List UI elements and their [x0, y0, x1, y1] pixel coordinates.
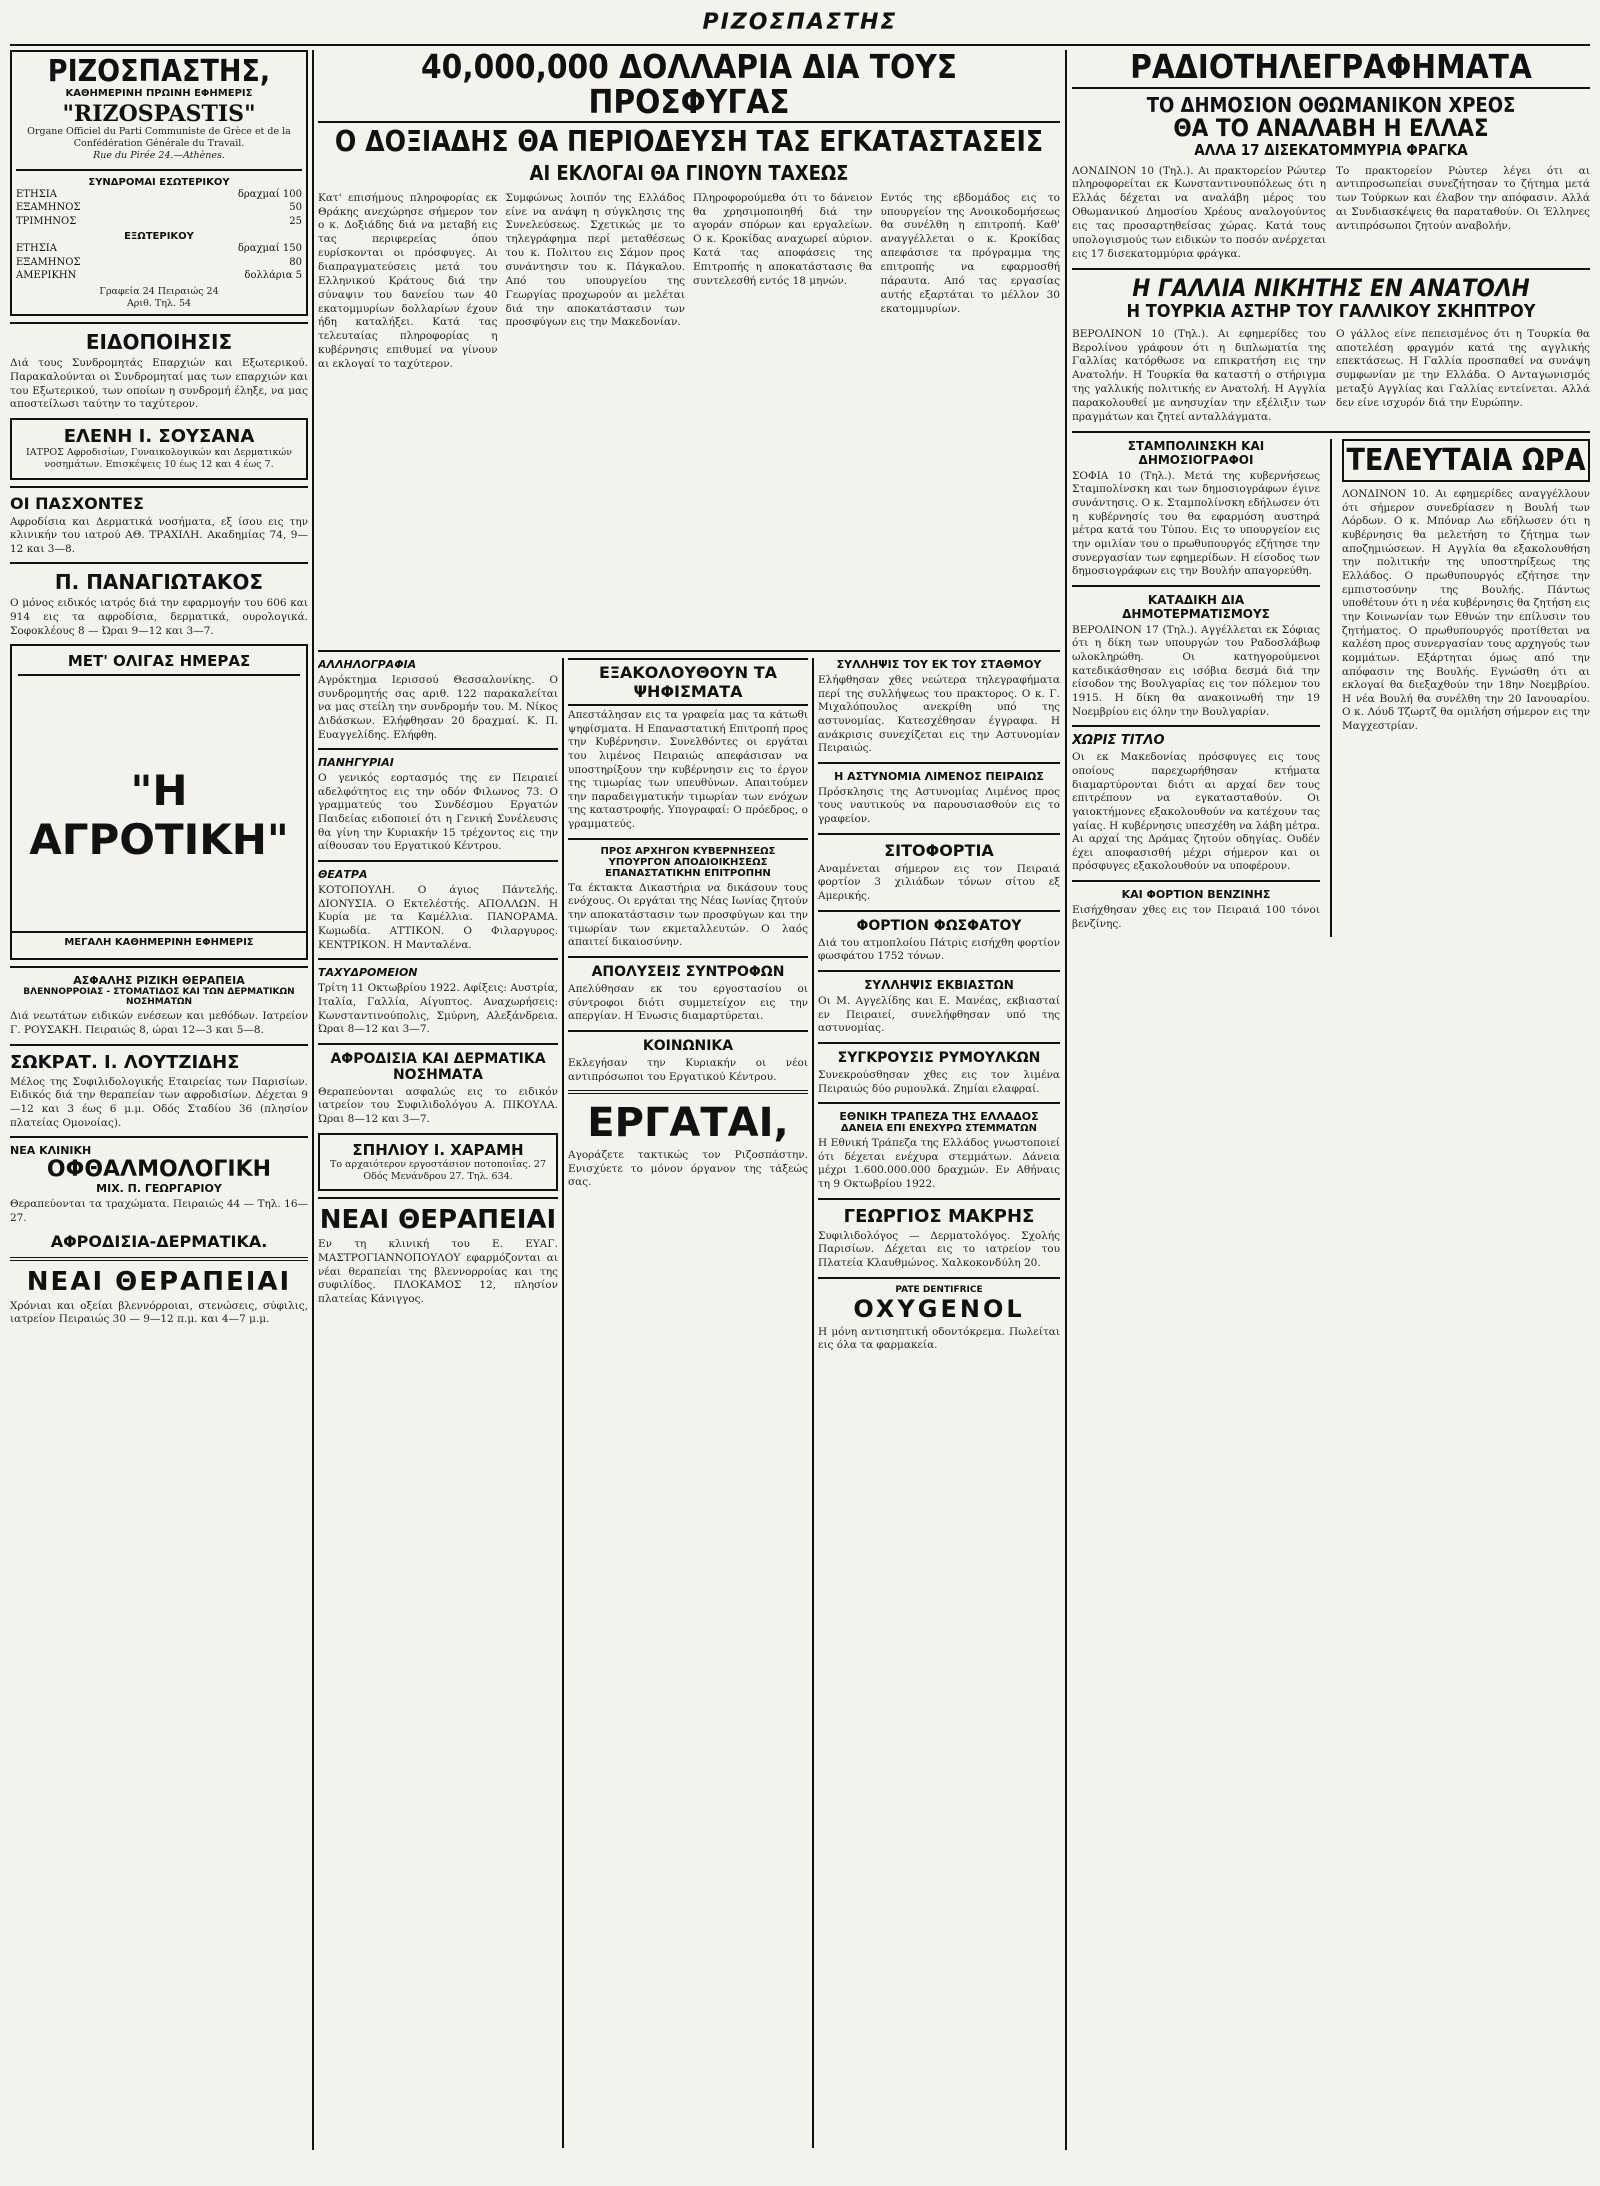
doctor-ad: [10, 418, 308, 480]
resolutions-text-2: Τα έκτακτα Δικαστήρια να δικάσουν τους ενόχους. Οι εργάται της Νέας Ιωνίας ζητούν την αποκατάστασιν των προσφύγων και την τιμωρίαν των εκμεταλλευτών. Ο λαός απαιτεί δικαιοσύνην.: [568, 881, 808, 949]
social-heading: ΚΟΙΝΩΝΙΚΑ: [642, 1037, 734, 1054]
radio-story: [1072, 165, 1590, 262]
news-heading: ΣΥΛΛΗΨΙΣ ΤΟΥ ΕΚ ΤΟΥ ΣΤΑΘΜΟΥ: [836, 658, 1042, 671]
bank-heading: ΕΘΝΙΚΗ ΤΡΑΠΕΖΑ ΤΗΣ ΕΛΛΑΔΟΣ: [839, 1110, 1039, 1124]
mid-center-column: [568, 658, 808, 2148]
theatres-heading: ΘΕΑΤΡΑ: [318, 868, 368, 882]
post-heading: ΤΑΧΥΔΡΟΜΕΙΟΝ: [318, 966, 418, 980]
product-text: Η μόνη αντισηπτική οδοντόκρεμα. Πωλείται εις όλα τα φαρμακεία.: [818, 1325, 1060, 1352]
news-text: Διά του ατμοπλοίου Πάτρις εισήχθη φορτίον φωσφάτου 1752 τόνων.: [818, 936, 1060, 963]
column-rule: [312, 50, 314, 2150]
masthead-title: ΡΙΖΟΣΠΑΣΤΗΣ: [702, 10, 898, 35]
sub-label: ΕΞΑΜΗΝΟΣ: [16, 202, 81, 214]
dismissals-heading: ΑΠΟΛΥΣΕΙΣ ΣΥΝΤΡΟΦΩΝ: [591, 963, 785, 980]
right-lower: [1072, 439, 1590, 938]
sub-label: ΤΡΙΜΗΝΟΣ: [16, 215, 77, 227]
masthead: [10, 10, 1590, 46]
right-lower-left: [1072, 439, 1320, 938]
ad-main: "Η ΑΓΡΟΤΙΚΗ": [29, 766, 289, 865]
doctor-name: ΣΩΚΡΑΤ. Ι. ΛΟΥΤΖΙΔΗΣ: [10, 1051, 240, 1073]
ad-top: ΜΕΤ' ΟΛΙΓΑΣ ΗΜΕΡΑΣ: [18, 652, 300, 676]
workers-heading: ΕΡΓΑΤΑΙ,: [587, 1100, 789, 1147]
resolutions-text: Απεστάλησαν εις τα γραφεία μας τα κάτωθι ψηφίσματα. Η Επαναστατική Επιτροπή προς την Κυβέρνησιν. Συνελθόντες οι εργάται του λιμένος Πειραιώς απεφάσισαν να υποστηρίξουν την κυβέρνησιν εις το έργον της τιμωρίας των υπευθύνων. Απαιτούμεν την παραδειγματικήν τιμωρίαν των ενόχων της καταστροφής. Υπογραφαί: Ο πρόεδρος, ο γραμματεύς.: [568, 709, 808, 831]
story-column: Πληροφορούμεθα ότι το δάνειον θα χρησιμοποιηθή διά την αγοράν σπόρων και εργαλείων. Ο κ. Κροκίδας αναχωρεί αύριον. Κατά τας αποφάσεις της Επιτροπής η αποκατάστασις θα συντελεσθή εντός 18 μηνών.: [693, 191, 873, 287]
therapy-heading: ΑΣΦΑΛΗΣ ΡΙΖΙΚΗ ΘΕΡΑΠΕΙΑ: [73, 974, 245, 988]
notices-text: Διά τους Συνδρομητάς Επαρχιών και Εξωτερικού. Παρακαλούνται οι Συνδρομηταί μας των επαρχιών και του Εξωτερικού, των οποίων η συνδρομή έληξε, να μας αποστείλωσι ταύτην το ταχύτερον.: [10, 357, 308, 411]
sub-label: ΕΤΗΣΙΑ: [16, 243, 57, 255]
clinic-doctor: ΜΙΧ. Π. ΓΕΩΡΓΑΡΙΟΥ: [96, 1182, 222, 1196]
sub-label: ΕΤΗΣΙΑ: [16, 188, 57, 200]
clinic-text: Θεραπεύονται τα τραχώματα. Πειραιώς 44 — Τηλ. 16—27.: [10, 1198, 308, 1224]
mid-left-column: [318, 658, 558, 2148]
derm-heading: ΑΦΡΟΔΙΣΙΑ-ΔΕΡΜΑΤΙΚΑ.: [50, 1231, 268, 1251]
story-column: Εντός της εβδομάδος εις το υπουργείον της Ανοικοδομήσεως θα συνέλθη η επιτροπή. Καθ' αναγγέλλεται ο κ. Κροκίδας απεφάσισε τα πρόγραμμα της επιτροπής να εφαρμοσθή πάραυτα. Από τας εργασίας αυτής εξαρτάται το μέλλον 30 εκατομμυρίων.: [880, 191, 1060, 315]
therapy-sub: ΒΛΕΝΝΟΡΡΟΙΑΣ - ΣΤΟΜΑΤΙΔΟΣ ΚΑΙ ΤΩΝ ΔΕΡΜΑΤΙΚΩΝ ΝΟΣΗΜΑΤΩΝ: [23, 987, 295, 1008]
nameplate: [10, 50, 308, 316]
left-column: [10, 50, 308, 2150]
story-column: Συμφώνως λοιπόν της Ελλάδος είνε να ανάψη η σύγκλησις της Συνελεύσεως. Σχετικώς με το τηλεγράφημα περί μεταθέσεως του κ. Πολιτου εις Σάμον προς συνάντησιν του κ. Πάγκαλου. Από του υπουργείου της Γεωργίας προχωρούν αι μελέται διά την αποκατάστασιν των προσφύγων εις την Μακεδονίαν.: [505, 191, 685, 329]
distillery-name: ΣΠΗΛΙΟΥ Ι. ΧΑΡΑΜΗ: [352, 1140, 524, 1159]
notices-heading: ΕΙΔΟΠΟΙΗΣΙΣ: [85, 330, 233, 355]
derm-ad-text: Θεραπεύονται ασφαλώς εις το ειδικόν ιατρείον του Συφιλιδολόγου Α. ΠΙΚΟΥΛΑ. Ώραι 8—12 και 3—7.: [318, 1085, 558, 1126]
last-hour-heading: ΤΕΛΕΥΤΑΙΑ ΩΡΑ: [1342, 439, 1590, 483]
divider: [318, 650, 1060, 652]
petrol-heading: ΚΑΙ ΦΟΡΤΙΟΝ ΒΕΝΖΙΝΗΣ: [1121, 888, 1271, 902]
doctor-name: ΕΛΕΝΗ Ι. ΣΟΥΣΑΝΑ: [63, 425, 255, 447]
doctor-text: Συφιλιδολόγος — Δερματολόγος. Σχολής Παρισίων. Δέχεται εις το ιατρείον του Πλατεία Κλαυθμώνος. Χαλκοκονδύλη 20.: [818, 1229, 1060, 1270]
product-tagline: PATE DENTIFRICE: [895, 1284, 983, 1295]
bank-subheading: ΔΑΝΕΙΑ ΕΠΙ ΕΝΕΧΥΡΩ ΣΤΕΜΜΑΤΩΝ: [840, 1123, 1038, 1135]
correspondence-text: Αγρόκτημα Ιερισσού Θεσσαλονίκης. Ο συνδρομητής σας αριθ. 122 παρακαλείται να μας στείλη την συνδρομήν του. Μ. Νίκος Διδάσκων. Ελήφθησαν 20 δραχμαί. Κ. Π. Ευαγγελίδης. Ελήφθη.: [318, 674, 558, 741]
untitled-text: Οι εκ Μακεδονίας πρόσφυγες εις τους οποίους παρεχωρήθησαν κτήματα διαμαρτύρονται διότι αι αρχαί δεν τους επιτρέπουν να εγκατασταθούν. Οι γαιοκτήμονες εξακολουθούν να κατέχουν τας γαίας. Η κυβέρνησις υπεσχέθη να λάβη μέτρα. Αι αρχαί της Δράμας ζητούν οδηγίας. Ουδέν έχει αποφασισθή μέχρι σήμερον και οι πρόσφυγες εξακολουθούν να υποφέρουν.: [1072, 751, 1321, 873]
radio-headline: ΡΑΔΙΟΤΗΛΕΓΡΑΦΗΜΑΤΑ: [1072, 50, 1590, 89]
nameplate-subtitle: ΚΑΘΗΜΕΡΙΝΗ ΠΡΩΙΝΗ ΕΦΗΜΕΡΙΣ: [65, 87, 253, 99]
column-rule: [562, 658, 564, 2148]
office-phone: Αριθ. Τηλ. 54: [126, 297, 192, 309]
sub-label: ΕΞΑΜΗΝΟΣ: [16, 256, 81, 268]
subheadline: ΑΙ ΕΚΛΟΓΑΙ ΘΑ ΓΙΝΟΥΝ ΤΑΧΕΩΣ: [529, 160, 849, 185]
bank-text: Η Εθνική Τράπεζα της Ελλάδος γνωστοποιεί ότι δέχεται ενέχυρα στεμμάτων. Δάνεια μέχρι 1.600.000.000 δραχμών. Εν Αθήναις τη 9 Οκτωβρίου 1922.: [818, 1137, 1060, 1191]
festivals-heading: ΠΑΝΗΓΥΡΙΑΙ: [318, 756, 394, 770]
france-subheadline: Η ΤΟΥΡΚΙΑ ΑΣΤΗΡ ΤΟΥ ΓΑΛΛΙΚΟΥ ΣΚΗΠΤΡΟΥ: [1126, 300, 1536, 322]
sick-heading: ΟΙ ΠΑΣΧΟΝΤΕΣ: [10, 493, 144, 513]
story-column: Το πρακτορείον Ρώυτερ λέγει ότι αι αντιπροσωπείαι συνεζήτησαν το ζήτημα μετά των Τούρκων και έλαβον την απόφασιν. Αλλά αι Συνδιασκέψεις θα παραταθούν. Οι Έλληνες αντιπρόσωποι ζητούν αναβολήν.: [1336, 164, 1590, 233]
stamb-text: ΣΟΦΙΑ 10 (Τηλ.). Μετά της κυβερνήσεως Σταμπολίνσκη και των δημοσιογράφων έγινε συνάντησις. Ο κ. Σταμπολίνσκη εδήλωσεν ότι η κυβέρνησίς του θα εφαρμόση αυστηρά μέτρα κατά του Τύπου. Εις το υπουργείον εις την ομιλίαν του ο πρωθυπουργός εζήτησε την συνεργασίαν των εφημερίδων. Η είσοδος των δημοσιογράφων εις την Βουλήν απαγορεύθη.: [1072, 469, 1320, 578]
subscriptions-ext-heading: ΕΞΩΤΕΡΙΚΟΥ: [124, 231, 194, 243]
doctor-text: ΙΑΤΡΟΣ Αφροδισίων, Γυναικολογικών και Δερματικών νοσημάτων. Επισκέψεις 10 έως 12 και 4 έως 7.: [26, 446, 292, 471]
clinic-heading: ΝΕΑ ΚΛΙΝΙΚΗ: [10, 1144, 92, 1158]
derm-ad-heading: ΑΦΡΟΔΙΣΙΑ ΚΑΙ ΔΕΡΜΑΤΙΚΑ ΝΟΣΗΜΑΤΑ: [330, 1050, 546, 1083]
news-text: Αναμένεται σήμερον εις τον Πειραιά φορτίον 3 χιλιάδων τόνων σίτου εξ Αμερικής.: [818, 862, 1060, 903]
resolutions-heading: ΕΞΑΚΟΛΟΥΘΟΥΝ ΤΑ ΨΗΦΙΣΜΑΤΑ: [568, 658, 808, 706]
new-therapies-heading: ΝΕΑΙ ΘΕΡΑΠΕΙΑΙ: [319, 1205, 557, 1236]
agrotiki-ad: [10, 644, 308, 960]
story-column: Κατ' επισήμους πληροφορίας εκ Θράκης ανεχώρησε σήμερον τον ο κ. Δοξιάδης διά να μεταβή εις τας περιφερείας όπου ευρίσκονται οι πρόσφυγες. Αι διαπραγματεύσεις μετά του Ελληνικού Κράτους διά την σύναψιν του δανείου των 40 εκατομμυρίων δολλαρίων έχουν ήδη καταλήξει. Κατά τας τελευταίας πληροφορίας η κυβέρνησις επιθυμεί να γίνουν αι εκλογαί το ταχύτερον.: [318, 191, 498, 370]
second-headline: Ο ΔΟΞΙΑΔΗΣ ΘΑ ΠΕΡΙΟΔΕΥΣΗ ΤΑΣ ΕΓΚΑΤΑΣΤΑΣΕΙΣ: [334, 125, 1044, 159]
dismissals-text: Απελύθησαν εκ του εργοστασίου οι σύντροφοι διότι συμμετείχον εις την απεργίαν. Η Ένωσις διαμαρτύρεται.: [568, 982, 808, 1023]
distillery-ad: [318, 1133, 558, 1192]
column-rule: [1330, 439, 1332, 938]
radio-subheadline-2: ΘΑ ΤΟ ΑΝΑΛΑΒΗ Η ΕΛΛΑΣ: [1173, 113, 1489, 142]
latin-desc: Organe Officiel du Parti Communiste de Grèce et de la Confédération Générale du Travail.: [27, 125, 291, 149]
news-text: Συνεκρούσθησαν χθες εις τον λιμένα Πειραιώς δύο ρυμουλκά. Ζημίαι ελαφραί.: [818, 1068, 1060, 1095]
sub-row: [16, 188, 302, 202]
ad-bottom: ΜΕΓΑΛΗ ΚΑΘΗΜΕΡΙΝΗ ΕΦΗΜΕΡΙΣ: [12, 931, 306, 948]
new-therapies-heading: ΝΕΑΙ ΘΕΡΑΠΕΙΑΙ: [26, 1266, 292, 1297]
workers-text: Αγοράζετε τακτικώς τον Ριζοσπάστην. Ενισχύετε το μόνον όργανον της τάξεώς σας.: [568, 1149, 808, 1189]
latin-addr: Rue du Pirée 24.—Athènes.: [93, 150, 225, 162]
right-lower-right: [1342, 439, 1590, 938]
sub-value: 50: [289, 202, 302, 214]
story-column: Ο γάλλος είνε πεπεισμένος ότι η Τουρκία θα αποτελέση φραγμόν κατά της αγγλικής επεκτάσεως. Η Γαλλία προσπαθεί να συνάψη συμφωνίαν με την Ελλάδα. Ο Ανταγωνισμός μεταξύ Αγγλίας και Γαλλίας εντείνεται. Αλλά δεν είνε ισχυρόν διά την Ευρώπην.: [1336, 327, 1590, 409]
column-rule: [1065, 50, 1067, 2150]
festivals-text: Ο γενικός εορτασμός της εν Πειραιεί αδελφότητος εις την οδόν Φιλωνος 73. Ο γραμματεύς του Συνδέσμου Εργατών Παιδείας ειδοποιεί ότι η Γενική Συνέλευσις θα γίνη την Κυριακήν 15 τρέχοντος εις την αίθουσαν του Εργατικού Κέντρου.: [318, 772, 558, 853]
news-heading: ΦΟΡΤΙΟΝ ΦΩΣΦΑΤΟΥ: [856, 917, 1022, 934]
latin-title: "RIZOSPASTIS": [62, 100, 256, 127]
news-text: Οι Μ. Αγγελίδης και Ε. Μανέας, εκβιασταί εν Πειραιεί, συνελήφθησαν υπό της αστυνομίας.: [818, 994, 1060, 1035]
untitled-heading: ΧΩΡΙΣ ΤΙΤΛΟ: [1072, 733, 1165, 749]
post-text: Τρίτη 11 Οκτωβρίου 1922. Αφίξεις: Αυστρία, Ιταλία, Γαλλία, Αίγυπτος. Αναχωρήσεις: Κωνσταντινούπολις, Σμύρνη, Αλεξάνδρεια. Ώραι 8—12 και 3—7.: [318, 982, 558, 1036]
last-hour-text: ΛΟΝΔΙΝΟΝ 10. Αι εφημερίδες αναγγέλλουν ότι σήμερον συνεδρίασεν η Βουλή των Λόρδων. Ο κ. Μπόναρ Λω εδήλωσεν ότι η κυβέρνησις θα μελετήση το ζήτημα των αποζημιώσεων. Η Αγγλία θα εξακολουθήση την πολιτικήν της υποστηρίξεως της Ελλάδος. Ο πρωθυπουργός εζήτησε την εμπιστοσύνην της Βουλής. Πάντως υποθέτουν ότι η νέα κυβέρνησις θα ζητήση εις την Κοινωνίαν των Εθνών την επίλυσιν του ζητήματος. Ο πρωθυπουργός προτίθεται να καλέση προς συνεργασίαν τους αρχηγούς των κομμάτων. Εξάρτηται όμως από την απόφασιν της Βουλής. Εγνώσθη ότι αι εκλογαί θα διεξαχθούν την 18ην Νοεμβρίου. Η νέα Βουλή θα συνέλθη την 20 Ιανουαρίου. Ο κ. Λόυδ Τζωρτζ θα ομιλήση σήμερον εις την Μαγχεστρίαν.: [1342, 488, 1590, 733]
newspaper-page: [10, 10, 1590, 2160]
doctor-name: Π. ΠΑΝΑΓΙΩΤΑΚΟΣ: [54, 570, 264, 595]
sub-label: ΑΜΕΡΙΚΗΝ: [16, 270, 77, 282]
story-column: ΛΟΝΔΙΝΟΝ 10 (Τηλ.). Αι πρακτορείον Ρώυτερ πληροφορείται εκ Κωνσταντινουπόλεως ότι η Ελλάς δέχεται να αναλάβη μέρος του Οθωμανικού Δημοσίου Χρέους αναλογούντος εις τας προσαρτηθείσας χώρας. Κατά τους υπολογισμούς των ειδικών το ποσόν ανέρχεται εις 17 δισεκατομμύρια φράγκα.: [1072, 164, 1326, 260]
subscriptions-heading: ΣΥΝΔΡΟΜΑΙ ΕΣΩΤΕΡΙΚΟΥ: [88, 176, 230, 188]
banner-headline: 40,000,000 ΔΟΛΛΑΡΙΑ ΔΙΑ ΤΟΥΣ ΠΡΟΣΦΥΓΑΣ: [318, 50, 1060, 123]
therapy-text: Διά νεωτάτων ειδικών ενέσεων και μεθόδων. Ιατρείον Γ. ΡΟΥΣΑΚΗ. Πειραιώς 8, ώραι 12—3 και 5—8.: [10, 1010, 308, 1037]
news-heading: ΣΥΓΚΡΟΥΣΙΣ ΡΥΜΟΥΛΚΩΝ: [837, 1049, 1041, 1066]
france-headline: Η ΓΑΛΛΙΑ ΝΙΚΗΤΗΣ ΕΝ ΑΝΑΤΟΛΗ: [1132, 273, 1530, 302]
trial-text: ΒΕΡΟΛΙΝΟΝ 17 (Τηλ.). Αγγέλλεται εκ Σόφιας ότι η δίκη των υπουργών του Ραδοσλάβωφ ωλοκληρώθη. Οι κατηγορούμενοι κατεδικάσθησαν εις ισόβια δεσμά διά την είσοδον της Βουλγαρίας εις τον πόλεμον του 1915. Η δίκη θα ανακοινωθή την 19 Νοεμβρίου εις όλην την Βουλγαρίαν.: [1072, 623, 1320, 718]
sub-row: [16, 269, 302, 283]
sub-value: δραχμαί 100: [237, 188, 302, 200]
doctor-text: Ο μόνος ειδικός ιατρός διά την εφαρμογήν του 606 και 914 εις τα αφροδίσια, δερματικά, ουρολογικά. Σοφοκλέους 8 — Ώραι 9—12 και 3—7.: [10, 597, 308, 637]
clinic-title: ΟΦΘΑΛΜΟΛΟΓΙΚΗ: [46, 1157, 272, 1183]
radio-subheadline-1: ΤΟ ΔΗΜΟΣΙΟΝ ΟΘΩΜΑΝΙΚΟΝ ΧΡΕΟΣ: [1146, 92, 1516, 117]
sub-row: [16, 215, 302, 229]
news-heading: ΣΙΤΟΦΟΡΤΙΑ: [884, 840, 994, 860]
sub-row: [16, 242, 302, 256]
doctor-text: Μέλος της Συφιλιδολογικής Εταιρείας των Παρισίων. Ειδικός διά την θεραπείαν των αφροδισίων. Δέχεται 9—12 και 3 έως 6 μ.μ. Οδός Σταδίου 36 (πλησίον πλατείας Ομονοίας).: [10, 1075, 308, 1129]
distillery-text: Το αρχαιότερον εργοστάσιον ποτοποιΐας. 27 Οδός Μενάνδρου 27. Τηλ. 634.: [330, 1158, 546, 1183]
sub-row: [16, 201, 302, 215]
right-column: [1072, 50, 1590, 2150]
petrol-text: Εισήχθησαν χθες εις τον Πειραιά 100 τόνοι βενζίνης.: [1072, 904, 1320, 930]
product-name: OXYGENOL: [853, 1294, 1025, 1323]
new-therapies-text: Χρόνιαι και οξείαι βλεννόρροιαι, στενώσεις, σύφιλις, ιατρείον Πειραιώς 30 — 9—12 π.μ. και 4—7 μ.μ.: [10, 1299, 308, 1326]
doctor-name: ΓΕΩΡΓΙΟΣ ΜΑΚΡΗΣ: [843, 1205, 1035, 1227]
column-rule: [812, 658, 814, 2148]
radio-subheadline-3: ΑΛΛΑ 17 ΔΙΣΕΚΑΤΟΜΜΥΡΙΑ ΦΡΑΓΚΑ: [1194, 140, 1468, 159]
new-therapies-text: Εν τη κλινική του Ε. ΕΥΑΓ. ΜΑΣΤΡΟΓΙΑΝΝΟΠΟΥΛΟΥ εφαρμόζονται αι νέαι θεραπείαι της βλεννορροίας και της συφιλίδος. ΠΛΟΚΑΜΟΣ 12, πλησίον πλατείας Κάνιγγος.: [318, 1238, 558, 1305]
nameplate-title: ΡΙΖΟΣΠΑΣΤΗΣ,: [47, 54, 271, 89]
center-top: [318, 50, 1060, 650]
theatres-text: ΚΟΤΟΠΟΥΛΗ. Ο άγιος Πάντελής. ΔΙΟΝΥΣΙΑ. Ο Εκτελέστής. ΑΠΟΛΛΩΝ. Η Κυρία με τα Καμέλλια. ΠΑΝΟΡΑΜΑ. Κωμωδία. ΑΤΤΙΚΟΝ. Ο Φιλαργυρος. ΚΕΝΤΡΙΚΟΝ. Η Μανταλένα.: [318, 884, 558, 951]
sub-value: 80: [289, 256, 302, 268]
trial-heading: ΚΑΤΑΔΙΚΗ ΔΙΑ ΔΗΜΟΤΕΡΜΑΤΙΣΜΟΥΣ: [1122, 592, 1270, 621]
sub-row: [16, 256, 302, 270]
news-text: Ελήφθησαν χθες νεώτερα τηλεγραφήματα περί της συλλήψεως του πρακτορος. Ο κ. Γ. Μιχαλόπουλος ανεκρίθη υπό της αστυνομίας. Κατεσχέθησαν έγγραφα. Η ανάκρισις συνεχίζεται εις την Αστυνομίαν Πειραιώς.: [818, 674, 1060, 755]
france-story: [1072, 328, 1590, 425]
stamb-heading: ΣΤΑΜΠΟΛΙΝΣΚΗ ΚΑΙ ΔΗΜΟΣΙΟΓΡΑΦΟΙ: [1127, 438, 1265, 467]
resolutions-subheading: ΠΡΟΣ ΑΡΧΗΓΟΝ ΚΥΒΕΡΝΗΣΕΩΣ ΥΠΟΥΡΓΟΝ ΑΠΟΔΙΟΙΚΗΣΕΩΣ ΕΠΑΝΑΣΤΑΤΙΚΗΝ ΕΠΙΤΡΟΠΗΝ: [600, 845, 776, 879]
lead-story: [318, 192, 1060, 372]
social-text: Εκλεγήσαν την Κυριακήν οι νέοι αντιπρόσωποι του Εργατικού Κέντρου.: [568, 1056, 808, 1083]
sub-value: δολλάρια 5: [244, 270, 302, 282]
sick-text: Αφροδίσια και Δερματικά νοσήματα, εξ ίσου εις την κλινικήν του ιατρού ΑΘ. ΤΡΑΧΙΛΗ. Ακαδημίας 74, 9—12 και 3—8.: [10, 515, 308, 555]
news-heading: Η ΑΣΤΥΝΟΜΙΑ ΛΙΜΕΝΟΣ ΠΕΙΡΑΙΩΣ: [834, 769, 1044, 783]
correspondence-heading: ΑΛΛΗΛΟΓΡΑΦΙΑ: [318, 658, 417, 671]
story-column: ΒΕΡΟΛΙΝΟΝ 10 (Τηλ.). Αι εφημερίδες του Βερολίνου γράφουν ότι η διπλωματία της Γαλλίας κατόρθωσε να επικρατήση εις την Ανατολήν. Η Τουρκία θα καταστή ο στήριγμα της γαλλικής πολιτικής εν Ανατολή. Η Αγγλία παρακολουθεί με ανησυχίαν την εξέλιξιν των πραγμάτων και ζητεί ανταλλάγματα.: [1072, 327, 1326, 423]
sub-value: δραχμαί 150: [237, 243, 302, 255]
news-text: Πρόσκλησις της Αστυνομίας Λιμένος προς τους ναυτικούς να παρουσιασθούν εις το γραφείον.: [818, 785, 1060, 826]
news-heading: ΣΥΛΛΗΨΙΣ ΕΚΒΙΑΣΤΩΝ: [864, 977, 1014, 992]
sub-value: 25: [289, 215, 302, 227]
mid-right-column: [818, 658, 1060, 2148]
office-address: Γραφεία 24 Πειραιώς 24: [99, 285, 219, 297]
